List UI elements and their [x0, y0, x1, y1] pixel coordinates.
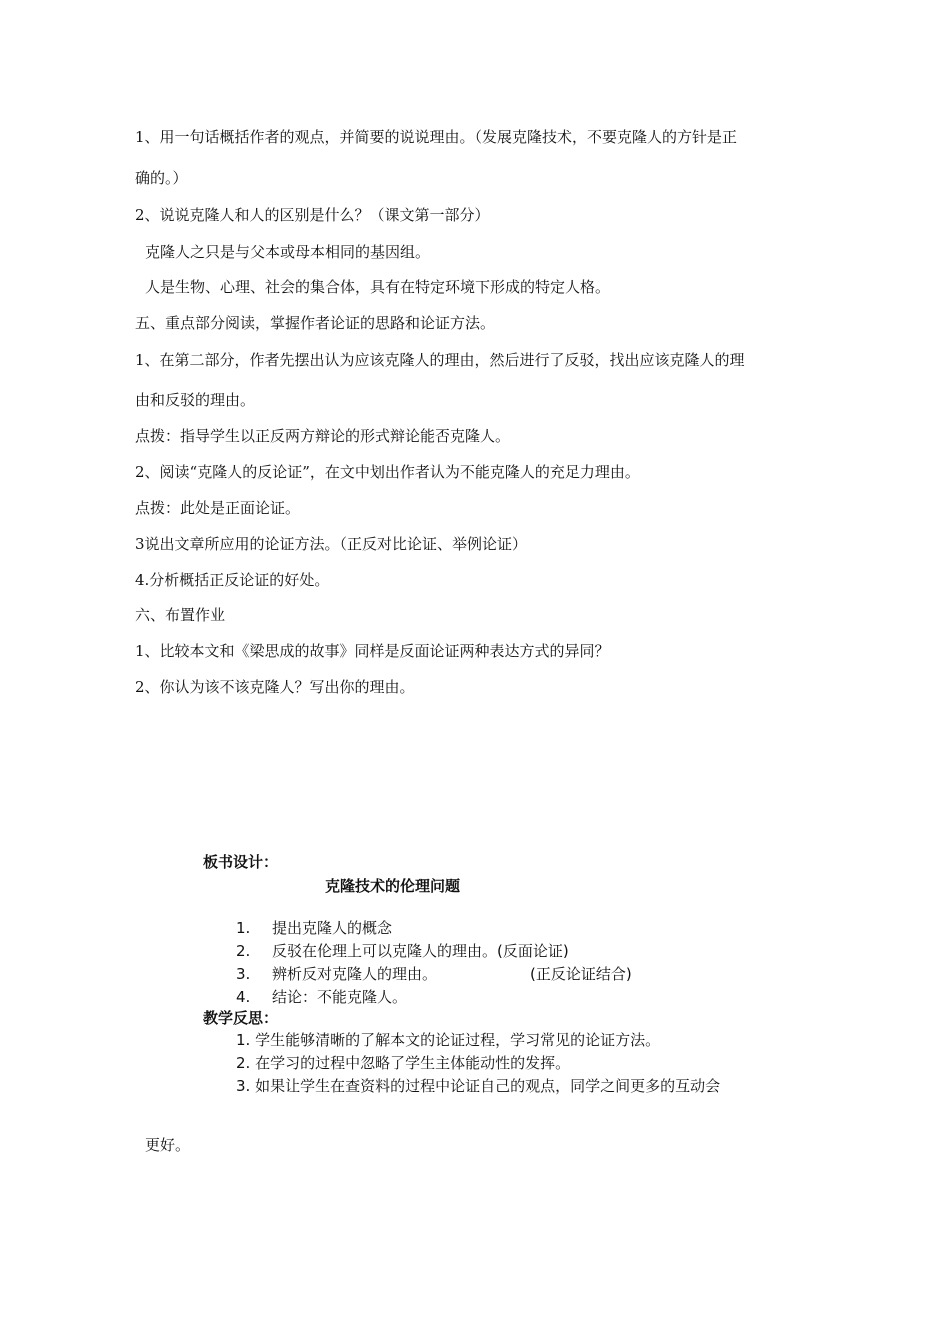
reflection-item-1: 1. 学生能够清晰的了解本文的论证过程，学习常见的论证方法。: [236, 1031, 661, 1049]
homework-2: 2、你认为该不该克隆人？写出你的理由。: [135, 678, 415, 696]
board-item-3-text: 辨析反对克隆人的理由。: [272, 965, 438, 983]
answer-2-line-2: 人是生物、心理、社会的集合体，具有在特定环境下形成的特定人格。: [145, 278, 611, 296]
section-five-heading: 五、重点部分阅读，掌握作者论证的思路和论证方法。: [135, 314, 496, 332]
reflection-label: 教学反思：: [203, 1009, 279, 1027]
section-five-q2: 2、阅读“克隆人的反论证”，在文中划出作者认为不能克隆人的充足力理由。: [135, 463, 640, 481]
section-five-q1-line-2: 由和反驳的理由。: [135, 391, 256, 409]
board-item-3-note: (正反论证结合): [530, 965, 632, 983]
reflection-continuation: 更好。: [145, 1136, 191, 1154]
section-five-q3: 3说出文章所应用的论证方法。（正反对比论证、举例论证）: [135, 535, 528, 553]
question-1-line-2: 确的。）: [135, 169, 188, 187]
section-six-heading: 六、布置作业: [135, 606, 226, 624]
board-item-4-num: 4.: [236, 988, 251, 1006]
board-item-2-text: 反驳在伦理上可以克隆人的理由。(反面论证): [272, 942, 569, 960]
board-item-3-num: 3.: [236, 965, 251, 983]
question-2: 2、说说克隆人和人的区别是什么？（课文第一部分）: [135, 206, 490, 224]
reflection-item-2: 2. 在学习的过程中忽略了学生主体能动性的发挥。: [236, 1054, 571, 1072]
board-item-4-text: 结论：不能克隆人。: [272, 988, 408, 1006]
board-item-1-num: 1.: [236, 919, 251, 937]
answer-2-line-1: 克隆人之只是与父本或母本相同的基因组。: [145, 243, 431, 261]
question-1-line-1: 1、用一句话概括作者的观点，并简要的说说理由。（发展克隆技术，不要克隆人的方针是正: [135, 128, 738, 146]
tip-1: 点拨：指导学生以正反两方辩论的形式辩论能否克隆人。: [135, 427, 511, 445]
board-design-title: 克隆技术的伦理问题: [325, 877, 461, 895]
homework-1: 1、比较本文和《梁思成的故事》同样是反面论证两种表达方式的异同？: [135, 642, 610, 660]
tip-2: 点拨：此处是正面论证。: [135, 499, 301, 517]
board-item-1-text: 提出克隆人的概念: [272, 919, 393, 937]
section-five-q4: 4.分析概括正反论证的好处。: [135, 571, 330, 589]
section-five-q1-line-1: 1、在第二部分，作者先摆出认为应该克隆人的理由，然后进行了反驳，找出应该克隆人的理: [135, 351, 745, 369]
reflection-item-3: 3. 如果让学生在查资料的过程中论证自己的观点，同学之间更多的互动会: [236, 1077, 721, 1095]
board-item-2-num: 2.: [236, 942, 251, 960]
board-design-label: 板书设计：: [203, 853, 279, 871]
